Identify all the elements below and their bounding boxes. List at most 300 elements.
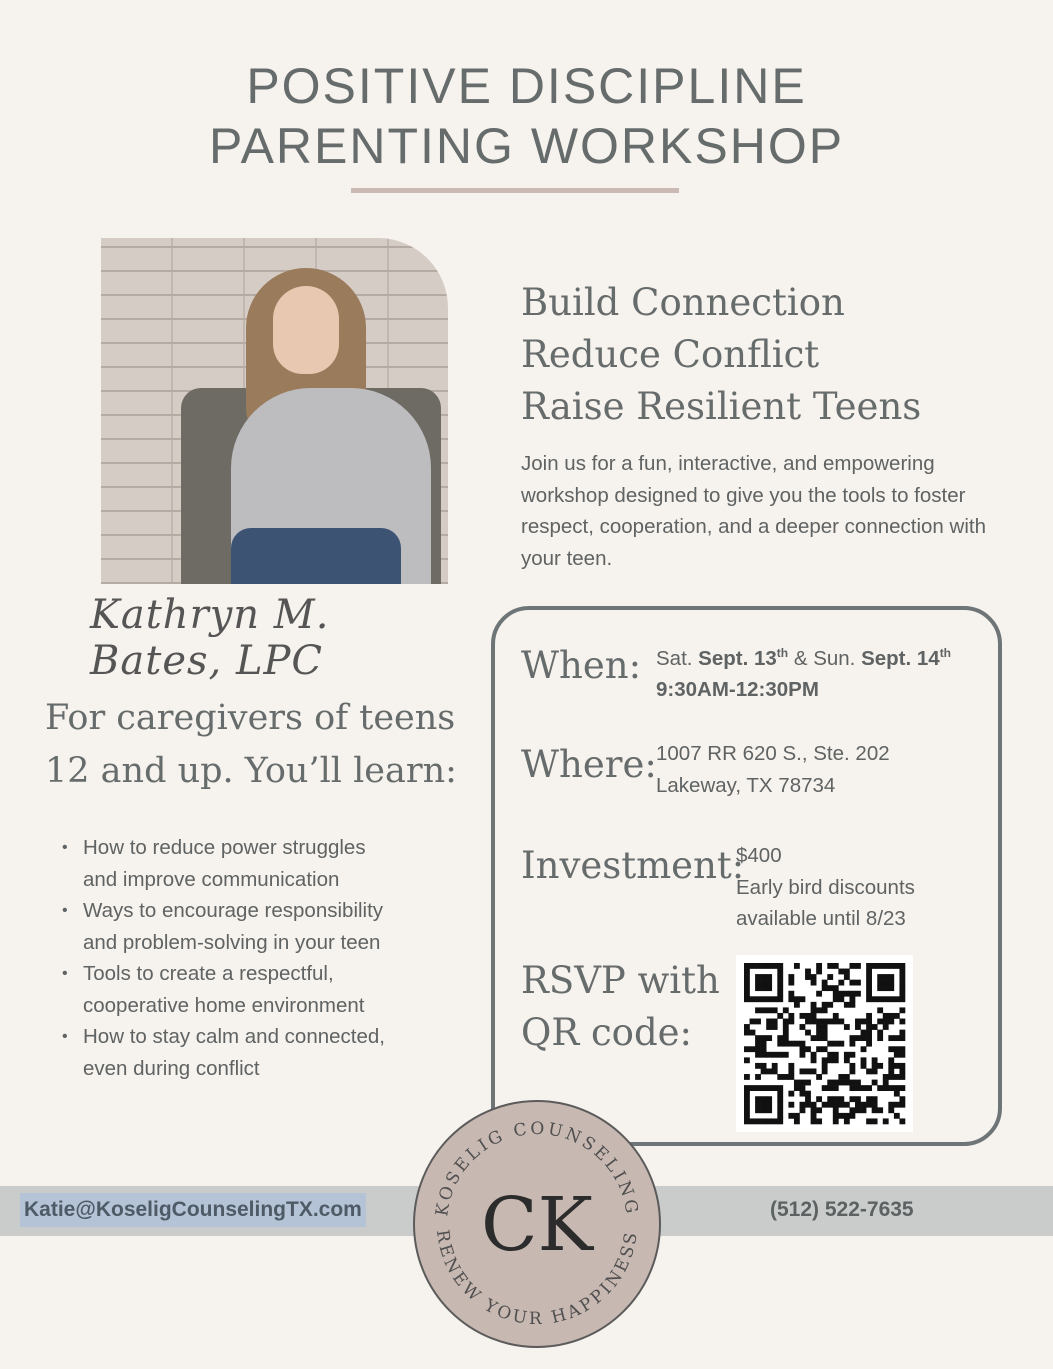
qr-module bbox=[866, 1068, 872, 1074]
qr-module bbox=[766, 1052, 772, 1058]
qr-module bbox=[849, 1002, 855, 1008]
qr-module bbox=[838, 969, 844, 975]
qr-module bbox=[855, 1085, 861, 1091]
qr-module bbox=[883, 1024, 889, 1030]
qr-module bbox=[766, 980, 772, 986]
qr-module bbox=[772, 1063, 778, 1069]
qr-module bbox=[899, 1118, 905, 1124]
qr-module bbox=[755, 985, 761, 991]
qr-module bbox=[899, 996, 905, 1002]
qr-module bbox=[877, 1030, 883, 1036]
qr-module bbox=[894, 1102, 900, 1108]
qr-module bbox=[766, 1085, 772, 1091]
qr-module bbox=[800, 1091, 806, 1097]
qr-module bbox=[894, 1085, 900, 1091]
qr-module bbox=[899, 1052, 905, 1058]
qr-module bbox=[888, 1019, 894, 1025]
list-item-line: and problem-solving in your teen bbox=[83, 930, 381, 954]
qr-module bbox=[766, 1068, 772, 1074]
qr-module bbox=[888, 985, 894, 991]
qr-module bbox=[838, 1080, 844, 1086]
qr-module bbox=[861, 1046, 867, 1052]
qr-module bbox=[833, 1013, 839, 1019]
qr-module bbox=[866, 1096, 872, 1102]
qr-module bbox=[766, 1102, 772, 1108]
page-title-line-2: PARENTING WORKSHOP bbox=[208, 118, 845, 174]
qr-module bbox=[888, 1046, 894, 1052]
qr-module bbox=[755, 1118, 761, 1124]
qr-module bbox=[744, 1102, 750, 1108]
qr-module bbox=[827, 1002, 833, 1008]
qr-module bbox=[838, 1096, 844, 1102]
qr-module bbox=[899, 985, 905, 991]
qr-module bbox=[794, 1002, 800, 1008]
qr-module bbox=[888, 1035, 894, 1041]
qr-module bbox=[761, 1096, 767, 1102]
qr-module bbox=[805, 1068, 811, 1074]
qr-module bbox=[827, 1096, 833, 1102]
qr-module bbox=[777, 1035, 783, 1041]
qr-module bbox=[777, 1085, 783, 1091]
qr-module bbox=[777, 1074, 783, 1080]
qr-module bbox=[861, 1019, 867, 1025]
qr-module bbox=[800, 1068, 806, 1074]
qr-module bbox=[777, 1096, 783, 1102]
qr-module bbox=[761, 980, 767, 986]
qr-module bbox=[800, 1107, 806, 1113]
qr-module bbox=[888, 996, 894, 1002]
qr-module bbox=[872, 1080, 878, 1086]
qr-module bbox=[883, 963, 889, 969]
qr-module bbox=[805, 974, 811, 980]
qr-module bbox=[755, 1096, 761, 1102]
qr-module bbox=[811, 1007, 817, 1013]
list-item-line: How to stay calm and connected, bbox=[83, 1025, 385, 1048]
qr-module bbox=[877, 1085, 883, 1091]
qr-module bbox=[761, 1007, 767, 1013]
phone-number[interactable]: (512) 522-7635 bbox=[770, 1198, 914, 1221]
qr-module bbox=[872, 963, 878, 969]
qr-module bbox=[899, 991, 905, 997]
qr-module bbox=[761, 1118, 767, 1124]
qr-module bbox=[761, 1035, 767, 1041]
qr-module bbox=[755, 996, 761, 1002]
qr-module bbox=[750, 1046, 756, 1052]
qr-module bbox=[766, 985, 772, 991]
qr-module bbox=[849, 1080, 855, 1086]
qr-module bbox=[866, 1041, 872, 1047]
qr-module bbox=[811, 1113, 817, 1119]
qr-module bbox=[761, 985, 767, 991]
investment-value bbox=[736, 840, 915, 935]
qr-module bbox=[849, 963, 855, 969]
qr-module bbox=[788, 1113, 794, 1119]
qr-module bbox=[777, 1102, 783, 1108]
qr-module bbox=[822, 985, 828, 991]
qr-module bbox=[772, 1052, 778, 1058]
qr-module bbox=[833, 963, 839, 969]
qr-module bbox=[849, 1068, 855, 1074]
qr-module bbox=[744, 1096, 750, 1102]
qr-module bbox=[822, 1035, 828, 1041]
qr-module bbox=[761, 1107, 767, 1113]
qr-module bbox=[844, 991, 850, 997]
qr-module bbox=[794, 996, 800, 1002]
qr-module bbox=[788, 1091, 794, 1097]
qr-module bbox=[761, 1102, 767, 1108]
qr-module bbox=[827, 1102, 833, 1108]
qr-module bbox=[899, 1007, 905, 1013]
qr-module bbox=[744, 996, 750, 1002]
qr-module bbox=[855, 1019, 861, 1025]
qr-module bbox=[766, 963, 772, 969]
qr-module bbox=[822, 1024, 828, 1030]
qr-module bbox=[872, 1068, 878, 1074]
qr-module bbox=[744, 985, 750, 991]
qr-module bbox=[866, 980, 872, 986]
qr-module bbox=[755, 1035, 761, 1041]
qr-module bbox=[866, 969, 872, 975]
qr-module bbox=[761, 1041, 767, 1047]
qr-module bbox=[822, 1068, 828, 1074]
qr-module bbox=[761, 1063, 767, 1069]
qr-module bbox=[816, 1074, 822, 1080]
qr-module bbox=[844, 1102, 850, 1108]
qr-module bbox=[894, 1052, 900, 1058]
qr-module bbox=[877, 980, 883, 986]
qr-module bbox=[755, 1074, 761, 1080]
qr-module bbox=[838, 1113, 844, 1119]
qr-module bbox=[872, 1024, 878, 1030]
qr-module bbox=[794, 963, 800, 969]
qr-module bbox=[750, 963, 756, 969]
qr-module bbox=[855, 1107, 861, 1113]
qr-module bbox=[816, 1024, 822, 1030]
qr-module bbox=[899, 1085, 905, 1091]
qr-module bbox=[844, 1057, 850, 1063]
qr-module bbox=[888, 1057, 894, 1063]
when-day2-suffix: th bbox=[939, 646, 952, 660]
qr-module bbox=[777, 1041, 783, 1047]
qr-module bbox=[750, 1085, 756, 1091]
qr-module bbox=[816, 1118, 822, 1124]
qr-module bbox=[838, 1102, 844, 1108]
qr-module bbox=[744, 969, 750, 975]
qr-module bbox=[800, 1041, 806, 1047]
price: $400 bbox=[736, 844, 782, 867]
qr-module bbox=[766, 1096, 772, 1102]
qr-module bbox=[822, 1019, 828, 1025]
email-link[interactable]: Katie@KoseligCounselingTX.com bbox=[20, 1193, 366, 1227]
qr-module bbox=[744, 963, 750, 969]
qr-module bbox=[888, 963, 894, 969]
qr-module bbox=[800, 1013, 806, 1019]
koselig-logo bbox=[413, 1100, 661, 1348]
qr-module bbox=[777, 1113, 783, 1119]
tagline-3: Raise Resilient Teens bbox=[521, 385, 922, 428]
qr-module bbox=[744, 991, 750, 997]
qr-module bbox=[872, 996, 878, 1002]
when-day1-suffix: th bbox=[776, 646, 789, 660]
qr-module bbox=[805, 1019, 811, 1025]
qr-module bbox=[811, 980, 817, 986]
qr-module bbox=[849, 1063, 855, 1069]
qr-module bbox=[861, 1085, 867, 1091]
qr-module bbox=[805, 1102, 811, 1108]
qr-module bbox=[877, 1035, 883, 1041]
jeans bbox=[231, 528, 401, 584]
qr-module bbox=[772, 1085, 778, 1091]
qr-module bbox=[766, 1024, 772, 1030]
qr-module bbox=[899, 1046, 905, 1052]
qr-module bbox=[811, 1118, 817, 1124]
qr-module bbox=[766, 996, 772, 1002]
qr-module bbox=[838, 1074, 844, 1080]
qr-module bbox=[855, 991, 861, 997]
when-day1-prefix: Sat. bbox=[656, 646, 699, 670]
qr-module bbox=[866, 996, 872, 1002]
qr-module bbox=[877, 1063, 883, 1069]
qr-module bbox=[822, 1063, 828, 1069]
rsvp-line-1: RSVP with bbox=[521, 959, 720, 1002]
qr-module bbox=[849, 1107, 855, 1113]
qr-module bbox=[777, 963, 783, 969]
qr-module bbox=[866, 1013, 872, 1019]
qr-module bbox=[888, 974, 894, 980]
qr-module bbox=[833, 991, 839, 997]
rsvp-qr-code[interactable] bbox=[736, 955, 913, 1132]
qr-module bbox=[805, 1030, 811, 1036]
qr-module bbox=[761, 1046, 767, 1052]
qr-module bbox=[877, 1007, 883, 1013]
qr-module bbox=[744, 1107, 750, 1113]
qr-module bbox=[883, 1118, 889, 1124]
qr-module bbox=[866, 1019, 872, 1025]
logo-monogram: CK bbox=[481, 1182, 593, 1268]
qr-module bbox=[777, 996, 783, 1002]
when-value bbox=[656, 638, 951, 706]
qr-module bbox=[866, 974, 872, 980]
qr-module bbox=[755, 980, 761, 986]
qr-module bbox=[788, 1063, 794, 1069]
qr-module bbox=[849, 1052, 855, 1058]
qr-module bbox=[844, 1113, 850, 1119]
qr-module bbox=[772, 1024, 778, 1030]
audience-heading bbox=[45, 692, 465, 798]
qr-module bbox=[772, 1019, 778, 1025]
qr-module bbox=[788, 980, 794, 986]
qr-module bbox=[816, 1046, 822, 1052]
qr-module bbox=[827, 1019, 833, 1025]
qr-module bbox=[866, 1030, 872, 1036]
qr-module bbox=[827, 1080, 833, 1086]
qr-module bbox=[872, 1096, 878, 1102]
qr-module bbox=[872, 1107, 878, 1113]
qr-module bbox=[888, 1107, 894, 1113]
qr-module bbox=[805, 1096, 811, 1102]
qr-module bbox=[855, 1102, 861, 1108]
qr-module bbox=[777, 985, 783, 991]
qr-module bbox=[783, 1024, 789, 1030]
qr-module bbox=[899, 974, 905, 980]
qr-module bbox=[800, 1046, 806, 1052]
qr-module bbox=[861, 1035, 867, 1041]
when-and: & Sun. bbox=[788, 646, 862, 670]
qr-module bbox=[750, 1019, 756, 1025]
qr-module bbox=[833, 1085, 839, 1091]
qr-module bbox=[888, 980, 894, 986]
qr-module bbox=[894, 1074, 900, 1080]
qr-module bbox=[861, 1030, 867, 1036]
qr-module bbox=[788, 991, 794, 997]
qr-module bbox=[844, 1024, 850, 1030]
qr-module bbox=[894, 1035, 900, 1041]
qr-module bbox=[855, 1080, 861, 1086]
qr-module bbox=[855, 1035, 861, 1041]
qr-module bbox=[883, 980, 889, 986]
qr-module bbox=[899, 1019, 905, 1025]
qr-module bbox=[750, 996, 756, 1002]
presenter-photo bbox=[101, 238, 448, 584]
qr-module bbox=[822, 1002, 828, 1008]
rsvp-line-2: QR code: bbox=[521, 1011, 692, 1054]
qr-module bbox=[838, 1019, 844, 1025]
qr-module bbox=[816, 1030, 822, 1036]
qr-module bbox=[783, 1041, 789, 1047]
logo-seal-icon bbox=[415, 1102, 659, 1346]
qr-module bbox=[744, 974, 750, 980]
qr-module bbox=[772, 1118, 778, 1124]
qr-module bbox=[833, 996, 839, 1002]
qr-module bbox=[761, 996, 767, 1002]
qr-module bbox=[894, 1063, 900, 1069]
qr-module bbox=[822, 1046, 828, 1052]
qr-module bbox=[772, 1007, 778, 1013]
qr-module bbox=[783, 1052, 789, 1058]
qr-module bbox=[816, 969, 822, 975]
qr-module bbox=[838, 991, 844, 997]
qr-module bbox=[877, 1107, 883, 1113]
qr-module bbox=[750, 1118, 756, 1124]
qr-module bbox=[788, 996, 794, 1002]
qr-module bbox=[755, 963, 761, 969]
qr-module bbox=[744, 1091, 750, 1097]
qr-module bbox=[833, 1113, 839, 1119]
qr-module bbox=[883, 985, 889, 991]
qr-module bbox=[894, 1091, 900, 1097]
qr-module bbox=[794, 1118, 800, 1124]
qr-module bbox=[844, 969, 850, 975]
qr-module bbox=[844, 974, 850, 980]
qr-module bbox=[833, 1019, 839, 1025]
investment-label: Investment: bbox=[521, 844, 745, 887]
discount-line-1: Early bird discounts bbox=[736, 875, 915, 899]
qr-module bbox=[833, 1080, 839, 1086]
qr-module bbox=[788, 1013, 794, 1019]
qr-module bbox=[783, 1007, 789, 1013]
qr-module bbox=[838, 996, 844, 1002]
qr-module bbox=[755, 1019, 761, 1025]
qr-module bbox=[755, 1107, 761, 1113]
qr-module bbox=[833, 1057, 839, 1063]
qr-module bbox=[766, 1035, 772, 1041]
qr-module bbox=[822, 1102, 828, 1108]
qr-module bbox=[899, 1035, 905, 1041]
tagline-2: Reduce Conflict bbox=[521, 333, 820, 376]
qr-module bbox=[899, 963, 905, 969]
qr-module bbox=[894, 963, 900, 969]
qr-module bbox=[761, 974, 767, 980]
qr-module bbox=[849, 1041, 855, 1047]
qr-module bbox=[833, 1052, 839, 1058]
qr-module bbox=[744, 1046, 750, 1052]
qr-module bbox=[816, 1107, 822, 1113]
qr-module bbox=[805, 1080, 811, 1086]
qr-module bbox=[883, 1013, 889, 1019]
qr-module bbox=[827, 985, 833, 991]
qr-module bbox=[777, 1118, 783, 1124]
presenter-signature: Kathryn M. Bates, LPC bbox=[90, 592, 330, 684]
title-divider bbox=[351, 188, 679, 193]
qr-module bbox=[894, 996, 900, 1002]
list-item-line: Tools to create a respectful, bbox=[83, 962, 334, 985]
qr-module bbox=[861, 1057, 867, 1063]
qr-module bbox=[755, 1063, 761, 1069]
address-line-2: Lakeway, TX 78734 bbox=[656, 773, 836, 797]
qr-module bbox=[811, 1002, 817, 1008]
list-item bbox=[62, 832, 462, 895]
qr-module bbox=[811, 1057, 817, 1063]
qr-module bbox=[761, 1052, 767, 1058]
qr-module bbox=[899, 1030, 905, 1036]
qr-module bbox=[816, 991, 822, 997]
discount-line-2: available until 8/23 bbox=[736, 907, 906, 930]
qr-module bbox=[761, 1085, 767, 1091]
list-item bbox=[62, 895, 462, 958]
qr-module bbox=[888, 1063, 894, 1069]
qr-module bbox=[800, 996, 806, 1002]
qr-module bbox=[800, 1024, 806, 1030]
qr-module bbox=[827, 1052, 833, 1058]
qr-module bbox=[883, 1080, 889, 1086]
qr-module bbox=[899, 1074, 905, 1080]
qr-module bbox=[872, 1118, 878, 1124]
qr-module bbox=[888, 1085, 894, 1091]
qr-module bbox=[866, 1035, 872, 1041]
qr-module bbox=[755, 1085, 761, 1091]
qr-module bbox=[783, 1035, 789, 1041]
qr-module bbox=[755, 1007, 761, 1013]
qr-module bbox=[849, 996, 855, 1002]
qr-module bbox=[766, 1019, 772, 1025]
when-day1: Sept. 13 bbox=[698, 646, 777, 670]
qr-module bbox=[833, 1041, 839, 1047]
qr-module bbox=[755, 1041, 761, 1047]
qr-module bbox=[744, 1085, 750, 1091]
qr-module bbox=[833, 985, 839, 991]
qr-module bbox=[827, 1041, 833, 1047]
qr-module bbox=[822, 1030, 828, 1036]
list-item-line: and improve communication bbox=[83, 867, 340, 891]
qr-module bbox=[894, 1046, 900, 1052]
qr-module bbox=[849, 1035, 855, 1041]
qr-module bbox=[883, 996, 889, 1002]
qr-module bbox=[866, 1085, 872, 1091]
qr-module bbox=[777, 991, 783, 997]
qr-module bbox=[827, 1057, 833, 1063]
qr-module bbox=[788, 1041, 794, 1047]
qr-module bbox=[827, 974, 833, 980]
